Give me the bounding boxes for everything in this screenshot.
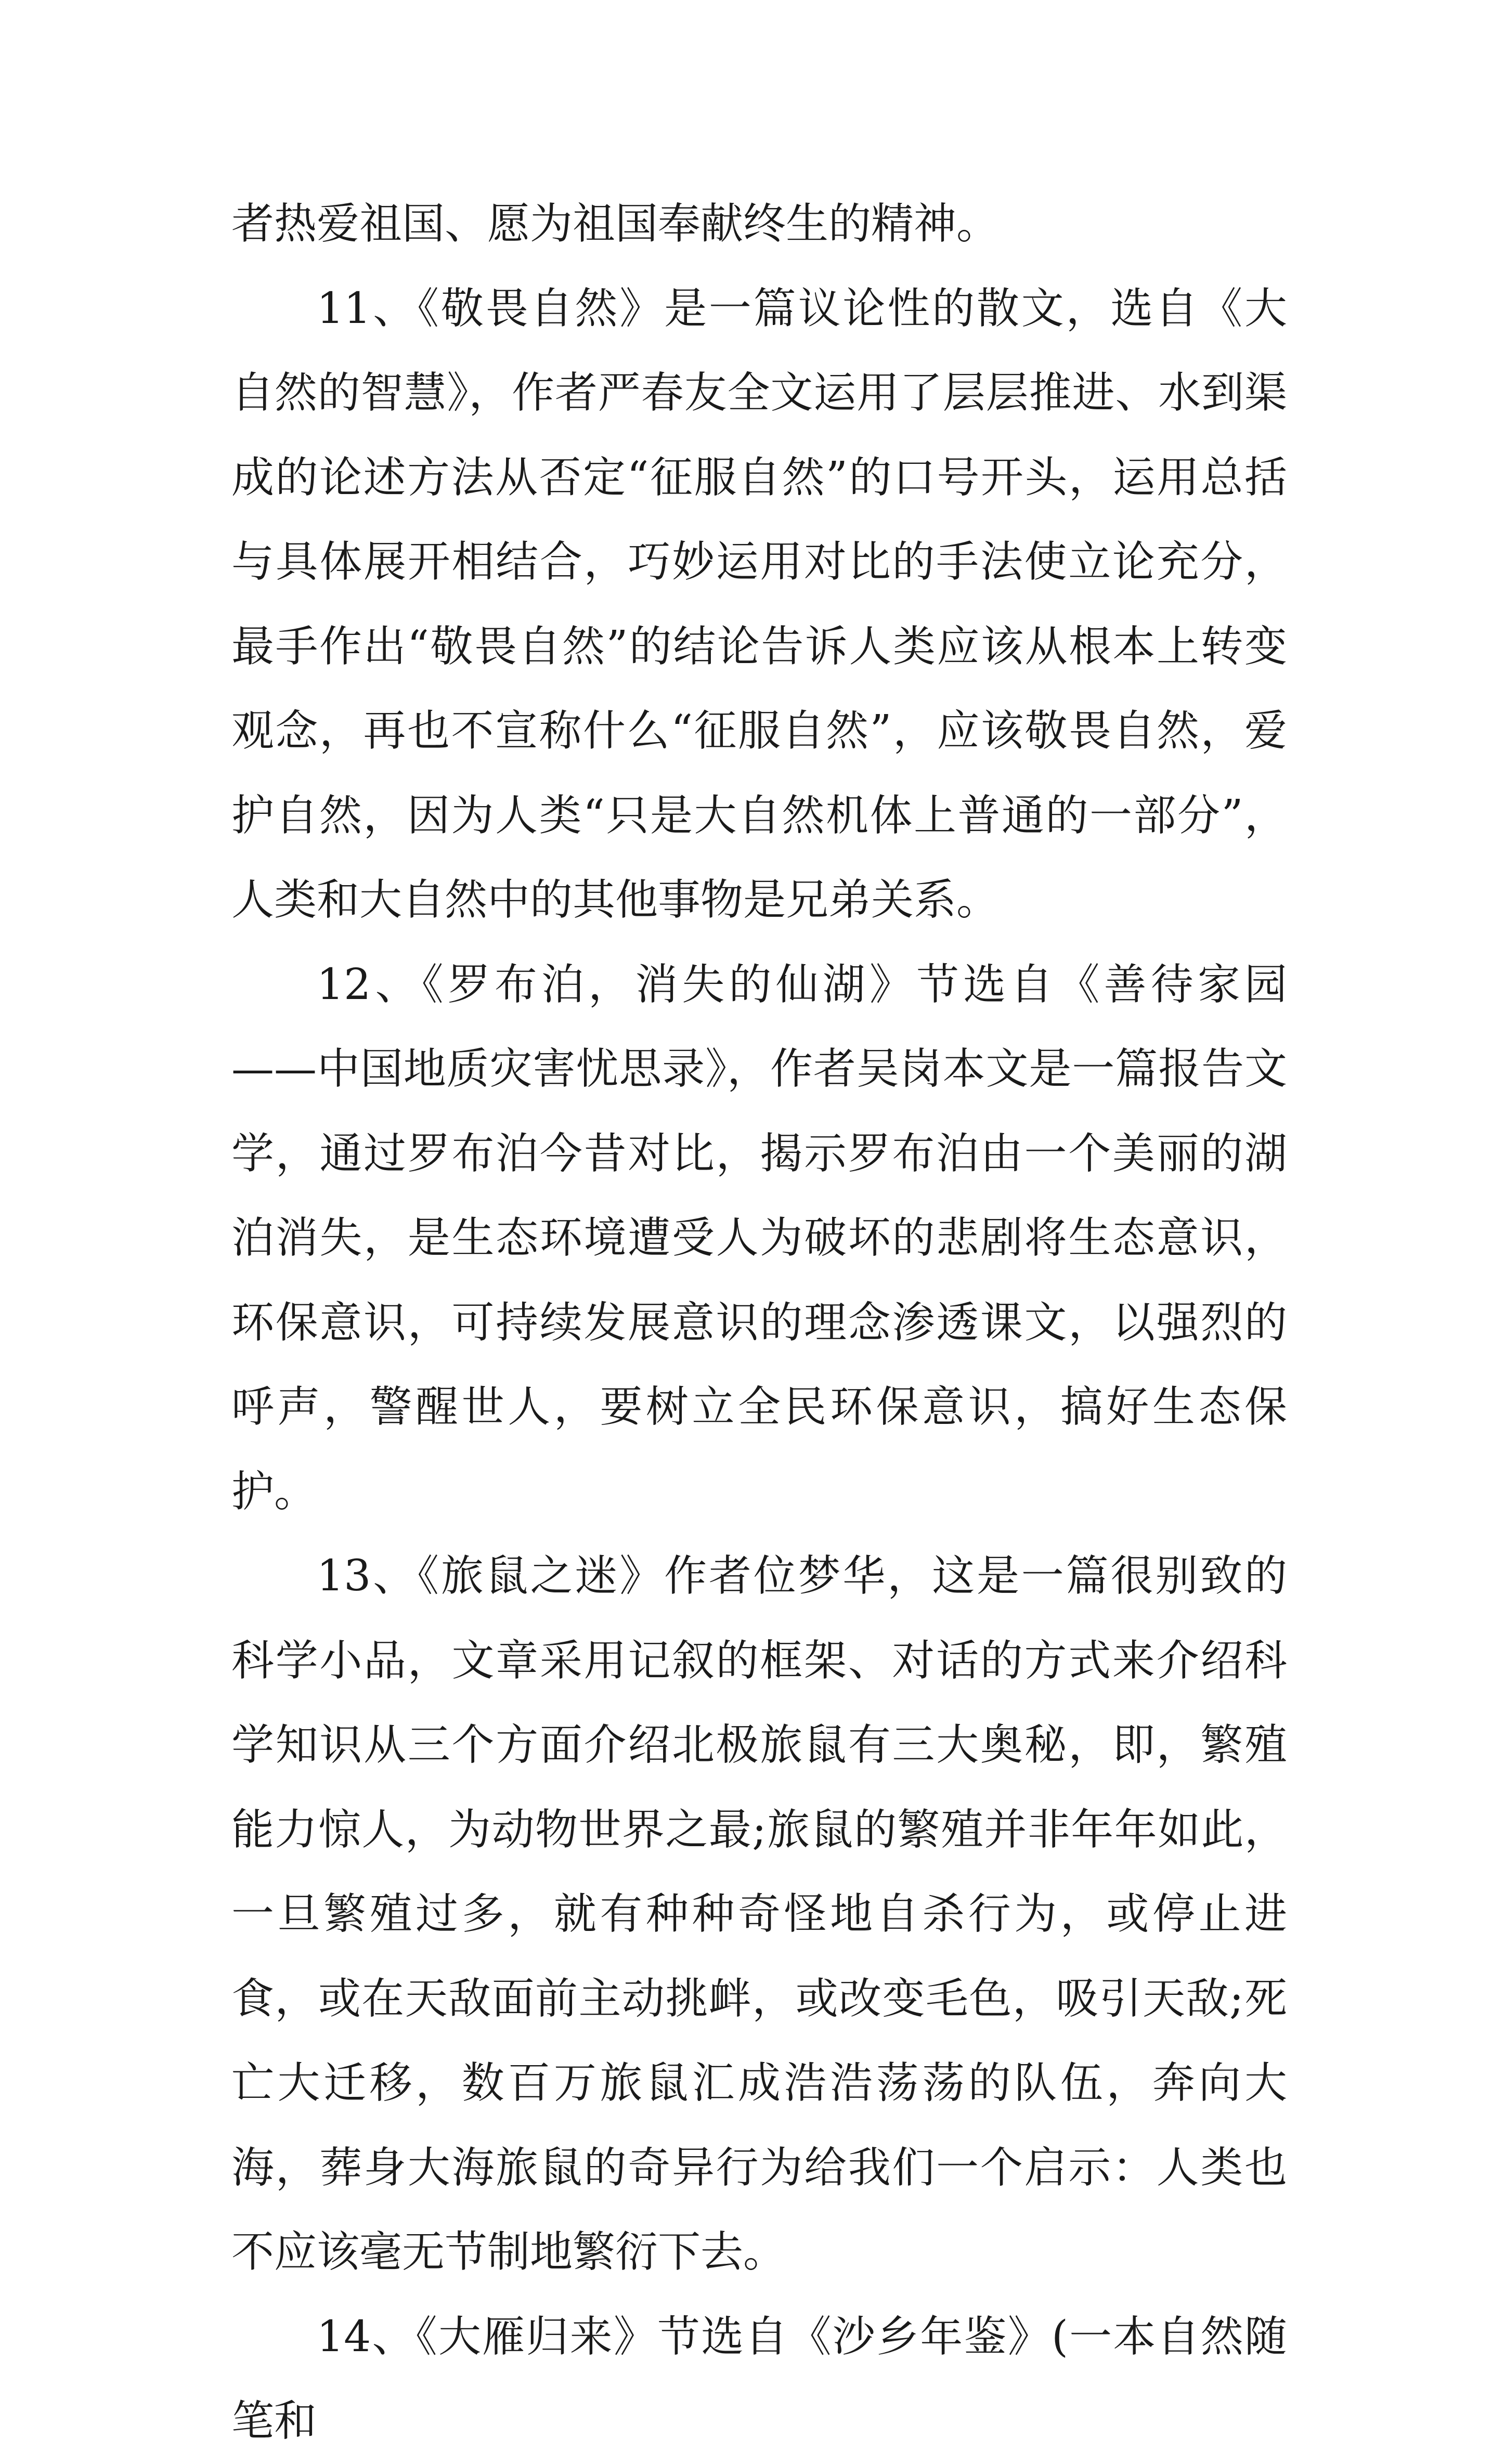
paragraph-continuation: 者热爱祖国、愿为祖国奉献终生的精神。 (231, 199, 1000, 249)
paragraph-13: 13、《旅鼠之迷》作者位梦华，这是一篇很别致的科学小品，文章采用记叙的框架、对话的方式来介绍科学知识从三个方面介绍北极旅鼠有三大奥秘，即，繁殖能力惊人，为动物世界之最;旅鼠的繁殖并非年年如此，一旦繁殖过多，就有种种奇怪地自杀行为，或停止进食，或在天敌面前主动挑衅，或改变毛色，吸引天敌;死亡大迁移，数百万旅鼠汇成浩浩荡荡的队伍，奔向大海，葬身大海旅鼠的奇异行为给我们一个启示：人类也不应该毫无节制地繁衍下去。 (231, 1551, 1287, 2277)
paragraph-14: 14、《大雁归来》节选自《沙乡年鉴》(一本自然随笔和 (231, 2312, 1287, 2446)
paragraph-11: 11、《敬畏自然》是一篇议论性的散文，选自《大自然的智慧》，作者严春友全文运用了层层推进、水到渠成的论述方法从否定“征服自然”的口号开头，运用总括与具体展开相结合，巧妙运用对比的手法使立论充分，最手作出“敬畏自然”的结论告诉人类应该从根本上转变观念，再也不宣称什么“征服自然”，应该敬畏自然，爱护自然，因为人类“只是大自然机体上普通的一部分”，人类和大自然中的其他事物是兄弟关系。 (231, 283, 1287, 925)
body-text (231, 182, 1287, 2464)
paragraph-12: 12、《罗布泊，消失的仙湖》节选自《善待家园——中国地质灾害忧思录》，作者吴岗本文是一篇报告文学，通过罗布泊今昔对比，揭示罗布泊由一个美丽的湖泊消失，是生态环境遭受人为破坏的悲剧将生态意识，环保意识，可持续发展意识的理念渗透课文，以强烈的呼声，警醒世人，要树立全民环保意识，搞好生态保护。 (231, 959, 1287, 1516)
